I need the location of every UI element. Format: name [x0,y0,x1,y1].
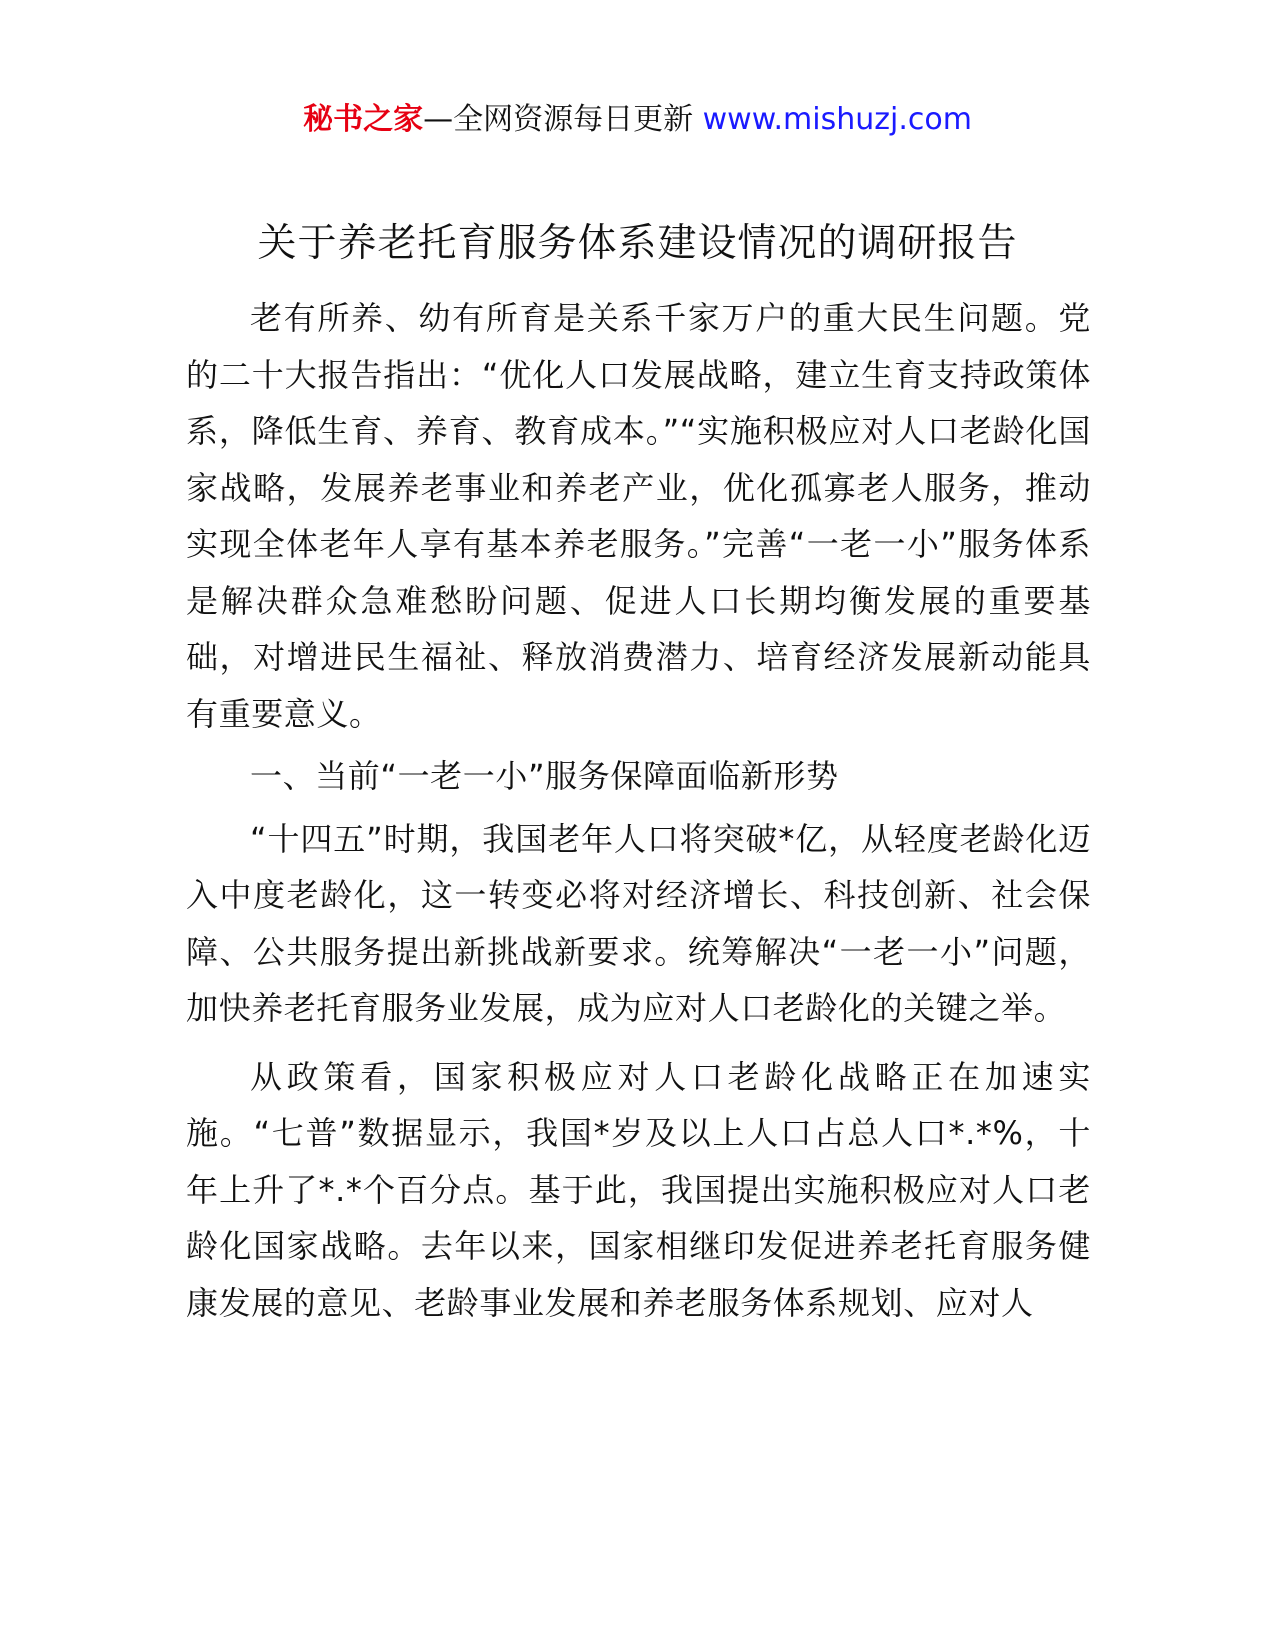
body-paragraph-policy: 从政策看，国家积极应对人口老龄化战略正在加速实施。“七普”数据显示，我国*岁及以上人口占总人口*.*%，十年上升了*.*个百分点。基于此，我国提出实施积极应对人口老龄化国家战略。去年以来，国家相继印发促进养老托育服务健康发展的意见、老龄事业发展和养老服务体系规划、应对人 [186,1057,1091,1322]
site-tagline: —全网资源每日更新 [423,102,694,137]
body-paragraph-situation: “十四五”时期，我国老年人口将突破*亿，从轻度老龄化迈入中度老龄化，这一转变必将对经济增长、科技创新、社会保障、公共服务提出新挑战新要求。统筹解决“一老一小”问题，加快养老托育服务业发展，成为应对人口老龄化的关键之举。 [186,819,1091,1027]
body-paragraph-intro: 老有所养、幼有所育是关系千家万户的重大民生问题。党的二十大报告指出：“优化人口发展战略，建立生育支持政策体系，降低生育、养育、教育成本。”“实施积极应对人口老龄化国家战略，发展养老事业和养老产业，优化孤寡老人服务，推动实现全体老年人享有基本养老服务。”完善“一老一小”服务体系是解决群众急难愁盼问题、促进人口长期均衡发展的重要基础，对增进民生福祉、释放消费潜力、培育经济发展新动能具有重要意义。 [186,299,1091,733]
site-brand-name: 秘书之家 [303,102,424,137]
site-header-banner [0,98,1275,142]
document-body [186,290,1091,1335]
section-heading-1: 一、当前“一老一小”服务保障面临新形势 [250,757,839,795]
site-url-link[interactable]: www.mishuzj.com [702,102,972,137]
document-title: 关于养老托育服务体系建设情况的调研报告 [257,221,1018,266]
